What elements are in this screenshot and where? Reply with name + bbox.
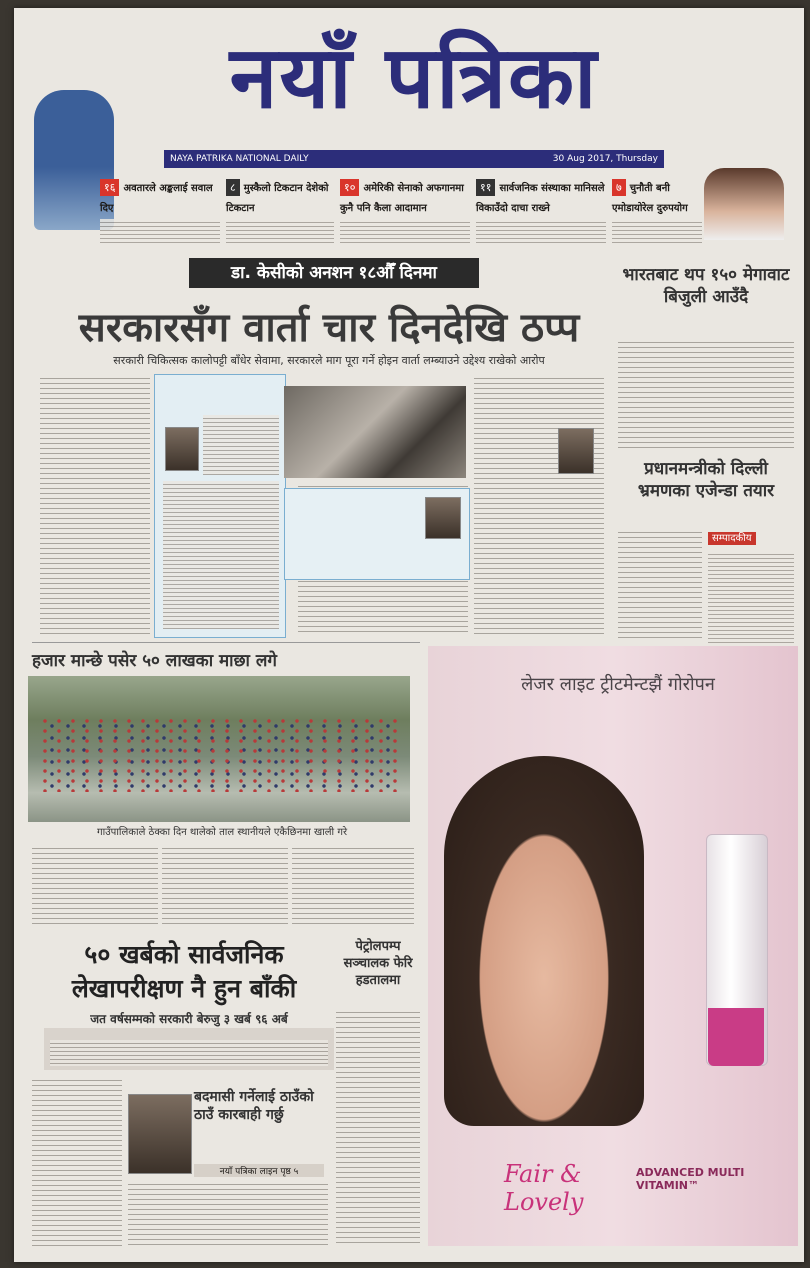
ad-product: ADVANCED MULTI VITAMIN™ [636, 1166, 745, 1192]
teaser-text [612, 219, 702, 245]
audit-headline: ५० खर्बको सार्वजनिक लेखापरीक्षण नै हुन बाँकी [71, 940, 297, 1003]
ad-brand: Fair & Lovely [504, 1160, 584, 1216]
quote-headline: बदमासी गर्नेलाई ठाउँको ठाउँ कारबाही गर्छु [194, 1089, 314, 1123]
teaser-3 [340, 176, 470, 234]
teaser-text [340, 219, 470, 245]
tube-cap [708, 1008, 764, 1066]
lead-column-4 [474, 374, 604, 636]
patient-photo [284, 386, 466, 478]
editorial-text [708, 551, 794, 645]
dateline-date: 30 Aug 2017, Thursday [552, 154, 658, 164]
right-headline-2: प्रधानमन्त्रीको दिल्ली भ्रमणका एजेन्डा तयार [637, 459, 775, 501]
teaser-1 [100, 176, 220, 234]
teaser-title: मुस्कैलो टिकटान देशेको टिकटान [226, 183, 329, 214]
fish-text-3 [292, 844, 414, 926]
editorial-box [708, 526, 794, 638]
lead-column-1 [40, 374, 150, 636]
quote-label: नयाँ पत्रिका लाइन पृष्ठ ५ [194, 1164, 324, 1177]
teaser-text [476, 219, 606, 245]
dateline-bar [164, 150, 664, 168]
teaser-2 [226, 176, 334, 234]
audit-highlight [44, 1028, 334, 1070]
fish-headline: हजार मान्छे पसेर ५० लाखका माछा लगे [32, 651, 277, 671]
audit-text-1 [32, 1076, 122, 1246]
teaser-5 [612, 176, 702, 234]
teaser-number: १० [340, 179, 359, 196]
fish-caption: गाउँपालिकाले ठेक्का दिन थालेको ताल स्थानीयले एकैछिनमा खाली गरे [96, 827, 348, 838]
ad-tagline: लेजर लाइट ट्रीटमेन्टझैं गोरोपन [521, 674, 715, 695]
teaser-title: चुनौती बनी एमोडायोरेल दुरुपयोग [612, 183, 688, 214]
official-photo [128, 1094, 192, 1174]
lead-interview-box [154, 374, 286, 638]
teaser-number: ११ [476, 179, 495, 196]
fish-text-2 [162, 844, 288, 926]
petrol-headline: पेट्रोलपम्प सञ्चालक फेरि हडतालमा [343, 939, 413, 988]
teaser-title: सार्वजनिक संस्थाका मानिसले विकाउँदो दाचा राख्ने [476, 183, 605, 214]
teaser-number: १६ [100, 179, 119, 196]
teaser-text [226, 219, 334, 245]
minister-headshot [558, 428, 594, 474]
fish-text-1 [32, 844, 158, 926]
teaser-number: ८ [226, 179, 240, 196]
doctor-headshot [165, 427, 199, 471]
right-text-2 [618, 528, 702, 638]
teaser-text [100, 219, 220, 245]
model-face [444, 756, 644, 1126]
model-photo [704, 168, 784, 240]
audit-text-2 [128, 1180, 328, 1246]
audit-deck: जत वर्षसम्मको सरकारी बेरुजु ३ खर्ब ९६ अर्ब [90, 1012, 288, 1026]
divider [32, 642, 420, 643]
teaser-number: ७ [612, 179, 626, 196]
lead-banner: डा. केसीको अनशन १८औँ दिनमा [189, 258, 479, 288]
masthead-title: नयाँ पत्रिका [229, 27, 599, 128]
box-text [203, 415, 279, 475]
lead-headline: सरकारसँग वार्ता चार दिनदेखि ठप्प [78, 304, 580, 351]
newspaper-page [14, 8, 804, 1262]
dateline-subtitle: NAYA PATRIKA NATIONAL DAILY [170, 154, 309, 164]
teaser-title: अमेरिकी सेनाको अफगानमा कुनै पनि कैला आदामान [340, 183, 464, 214]
highlight-text [50, 1040, 328, 1066]
right-text-1 [618, 338, 794, 448]
pond-crowd-photo [28, 676, 410, 822]
petrol-text [336, 1008, 420, 1246]
box-text [163, 481, 279, 629]
editorial-label: सम्पादकीय [708, 532, 756, 545]
official-headshot [425, 497, 461, 539]
teaser-title: अवतारले अङ्कलाई सवाल दिए [100, 183, 213, 214]
teaser-4 [476, 176, 606, 234]
right-headline-1: भारतबाट थप १५० मेगावाट बिजुली आउँदै [622, 265, 790, 307]
lead-deck: सरकारी चिकित्सक कालोपट्टी बाँधेर सेवामा, सरकारले माग पूरा गर्ने होइन वार्ता लम्ब्याउने उद्देश्य राखेको आरोप [113, 354, 545, 367]
lead-quote-box [284, 488, 470, 580]
